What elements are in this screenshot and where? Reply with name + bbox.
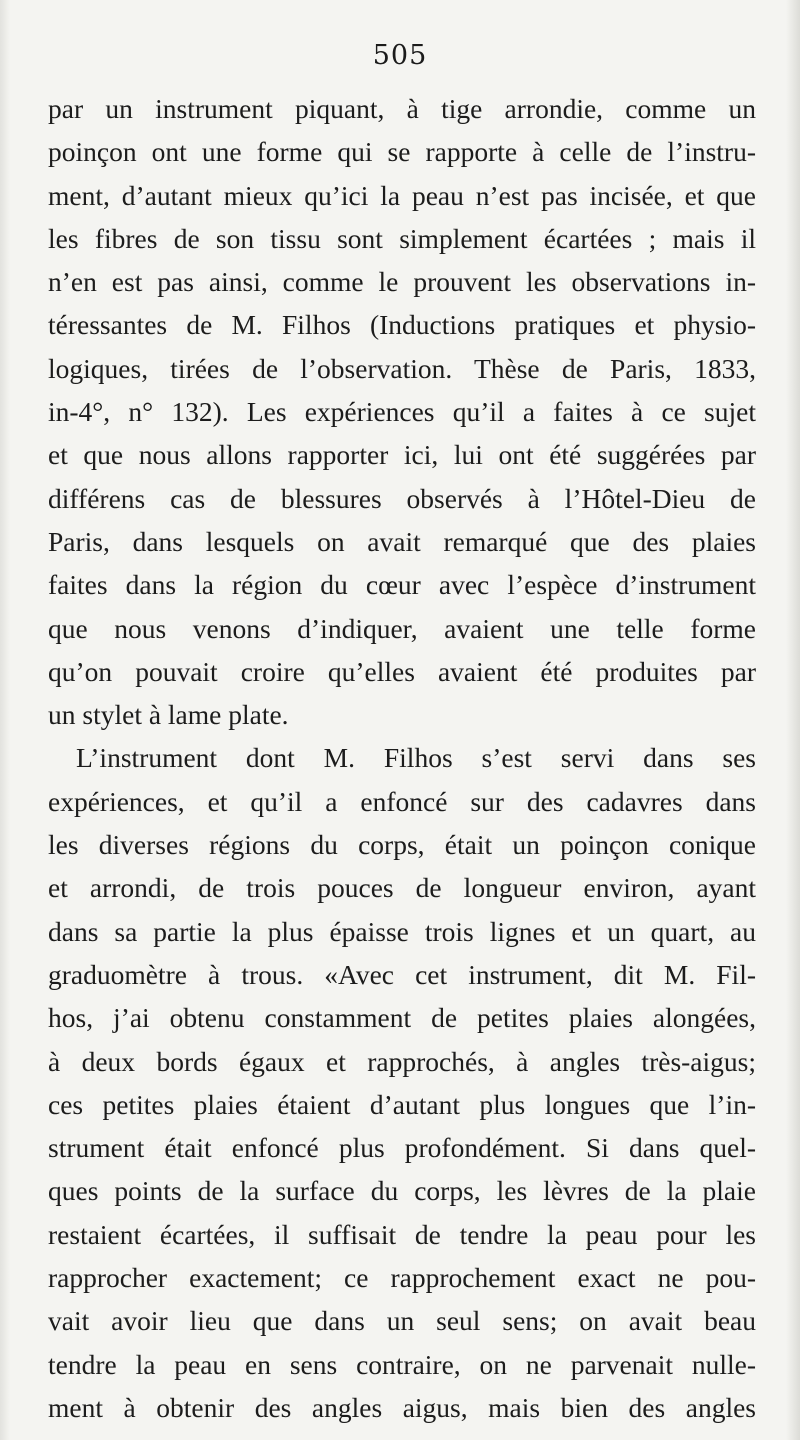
text-line: différens cas de blessures observés à l’Hôtel-Dieu de (48, 482, 756, 514)
text-line: restaient écartées, il suffisait de tendre la peau pour les (48, 1218, 756, 1250)
text-line: les fibres de son tissu sont simplement écartées ; mais il (48, 222, 756, 254)
text-line: n’en est pas ainsi, comme le prouvent les observations in- (48, 266, 756, 298)
page-number: 505 (372, 40, 428, 71)
text-line: logiques, tirées de l’observation. Thèse de Paris, 1833, (48, 352, 756, 384)
text-line: poinçon ont une forme qui se rapporte à celle de l’instru- (48, 136, 756, 168)
text-line: à deux bords égaux et rapprochés, à angles très-aigus; (48, 1045, 756, 1077)
text-line: dans sa partie la plus épaisse trois lignes et un quart, au (48, 915, 756, 947)
text-line: ques points de la surface du corps, les lèvres de la plaie (48, 1175, 756, 1207)
text-line: expériences, et qu’il a enfoncé sur des cadavres dans (48, 785, 756, 817)
body-text (48, 87, 756, 1429)
text-line: strument était enfoncé plus profondément. Si dans quel- (48, 1132, 756, 1164)
paragraph-first-line: L’instrument dont M. Filhos s’est servi dans ses (76, 742, 756, 774)
text-line: faites dans la région du cœur avec l’espèce d’instrument (48, 569, 756, 601)
text-line: in-4°, n° 132). Les expériences qu’il a faites à ce sujet (48, 396, 756, 428)
text-line: et arrondi, de trois pouces de longueur environ, ayant (48, 872, 756, 904)
text-line: Paris, dans lesquels on avait remarqué que des plaies (48, 525, 756, 557)
text-line: ment à obtenir des angles aigus, mais bien des angles (48, 1391, 756, 1423)
text-line: téressantes de M. Filhos (Inductions pratiques et physio- (48, 309, 756, 341)
text-line: et que nous allons rapporter ici, lui ont été suggérées par (48, 439, 756, 471)
text-line: vait avoir lieu que dans un seul sens; on avait beau (48, 1305, 756, 1337)
text-line: hos, j’ai obtenu constamment de petites plaies alongées, (48, 1002, 756, 1034)
text-line: ment, d’autant mieux qu’ici la peau n’est pas incisée, et que (48, 179, 756, 211)
text-line: tendre la peau en sens contraire, on ne parvenait nulle- (48, 1348, 756, 1380)
paragraph-last-line: un stylet à lame plate. (48, 699, 289, 731)
text-line: rapprocher exactement; ce rapprochement exact ne pou- (48, 1262, 756, 1294)
text-line: les diverses régions du corps, était un poinçon conique (48, 829, 756, 861)
text-line: graduomètre à trous. «Avec cet instrument, dit M. Fil- (48, 958, 756, 990)
text-line: qu’on pouvait croire qu’elles avaient été produites par (48, 655, 756, 687)
text-line: ces petites plaies étaient d’autant plus longues que l’in- (48, 1088, 756, 1120)
text-line: par un instrument piquant, à tige arrondie, comme un (48, 93, 756, 124)
text-line: que nous venons d’indiquer, avaient une telle forme (48, 612, 756, 644)
